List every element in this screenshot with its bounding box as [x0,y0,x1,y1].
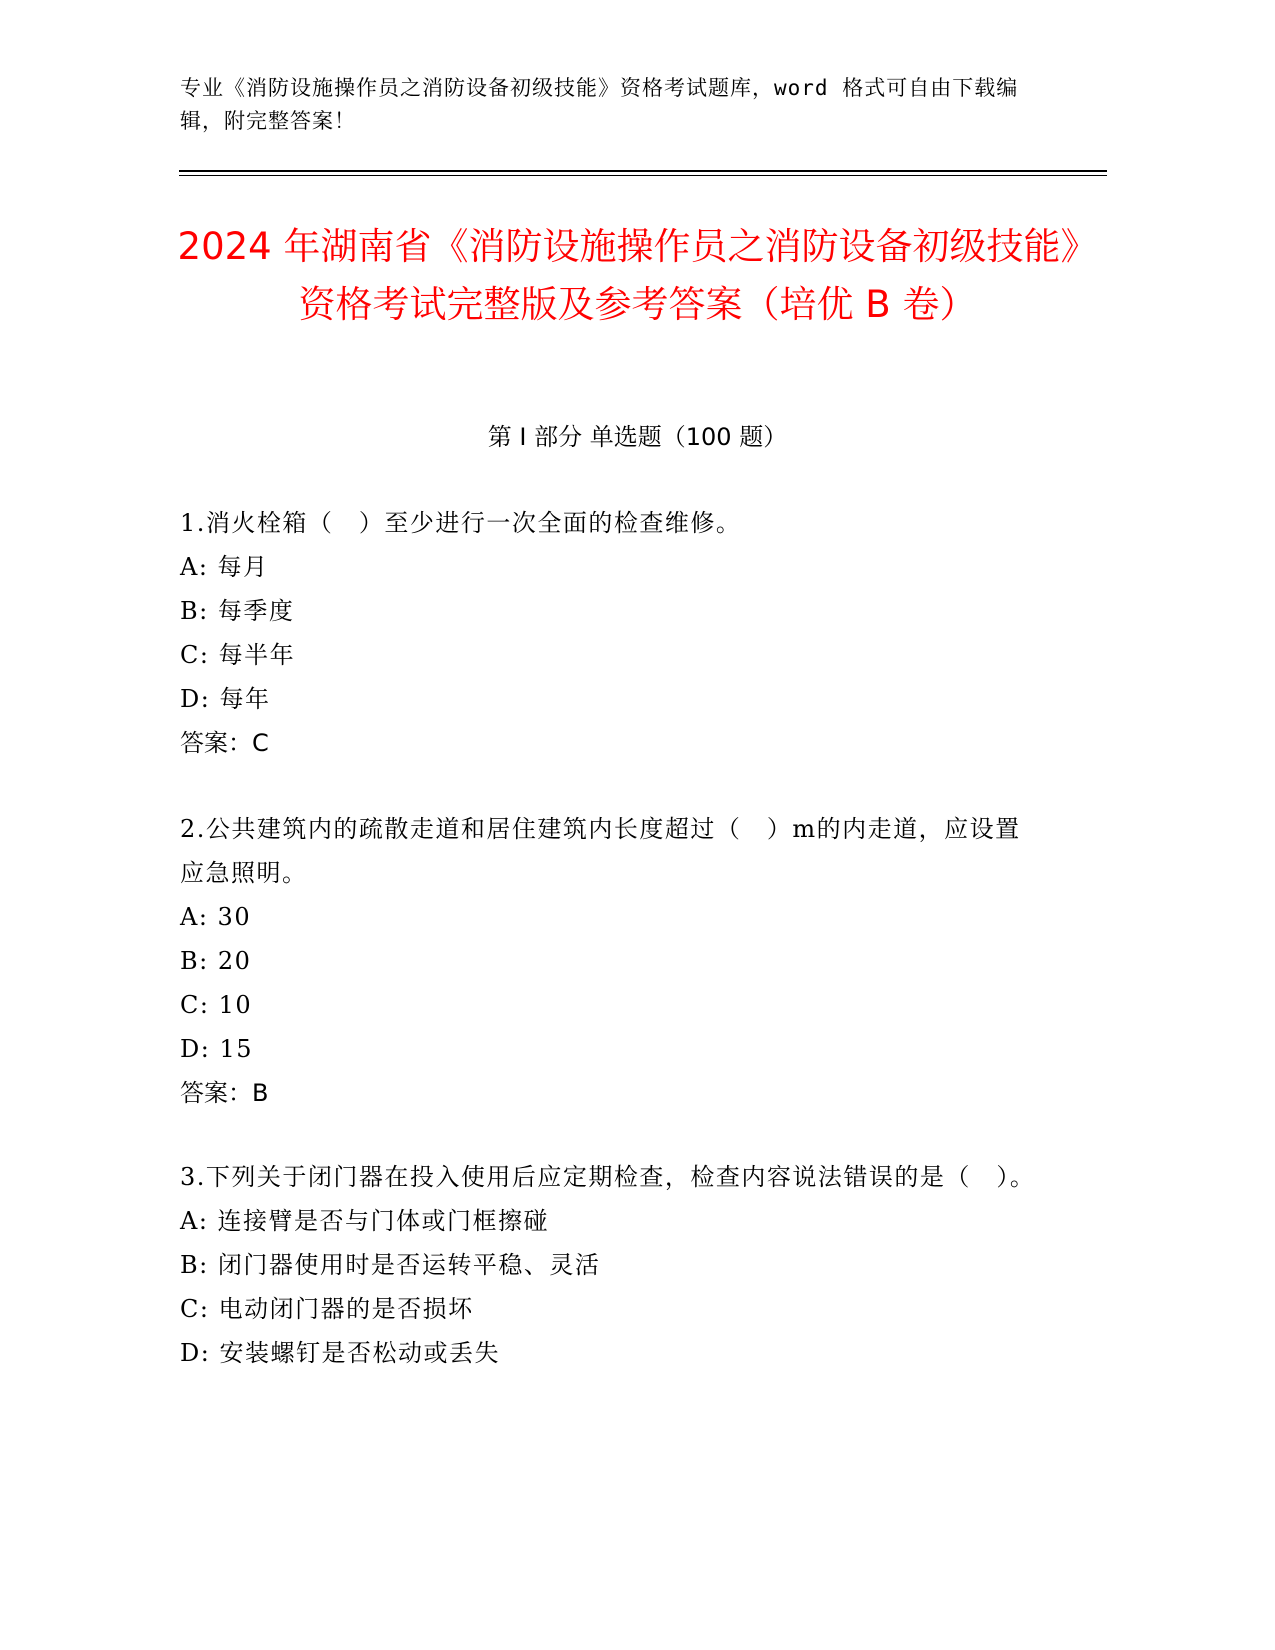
answer: 答案：C [180,729,269,757]
option-a: A: 连接臂是否与门体或门框擦碰 [180,1207,550,1235]
answer: 答案：B [180,1079,269,1107]
option-d: D: 安装螺钉是否松动或丢失 [180,1339,500,1367]
section-title: 第 I 部分 单选题（100 题） [487,423,788,451]
option-d: D: 15 [180,1035,253,1063]
question-stem: 2.公共建筑内的疏散走道和居住建筑内长度超过（ ）m的内走道，应设置应急照明。 [180,815,1021,887]
question-stem: 1.消火栓箱（ ）至少进行一次全面的检查维修。 [180,509,742,537]
document-title: 2024 年湖南省《消防设施操作员之消防设备初级技能》资格考试完整版及参考答案（培优 B 卷） [177,225,1098,326]
header-divider-thin [179,175,1107,176]
question-3 [180,1155,1040,1375]
option-b: B: 20 [180,947,252,975]
option-a: A: 每月 [180,553,269,581]
header-divider-thick [179,170,1107,172]
question-stem: 3.下列关于闭门器在投入使用后应定期检查，检查内容说法错误的是（ ）。 [180,1163,1036,1191]
option-d: D: 每年 [180,685,271,713]
header-note: 专业《消防设施操作员之消防设备初级技能》资格考试题库，word 格式可自由下载编辑，附完整答案！ [180,76,1019,133]
question-1 [180,501,1040,765]
option-c: C: 电动闭门器的是否损坏 [180,1295,474,1323]
option-b: B: 闭门器使用时是否运转平稳、灵活 [180,1251,601,1279]
option-b: B: 每季度 [180,597,295,625]
question-2 [180,807,1040,1115]
option-c: C: 10 [180,991,253,1019]
option-a: A: 30 [180,903,252,931]
option-c: C: 每半年 [180,641,296,669]
